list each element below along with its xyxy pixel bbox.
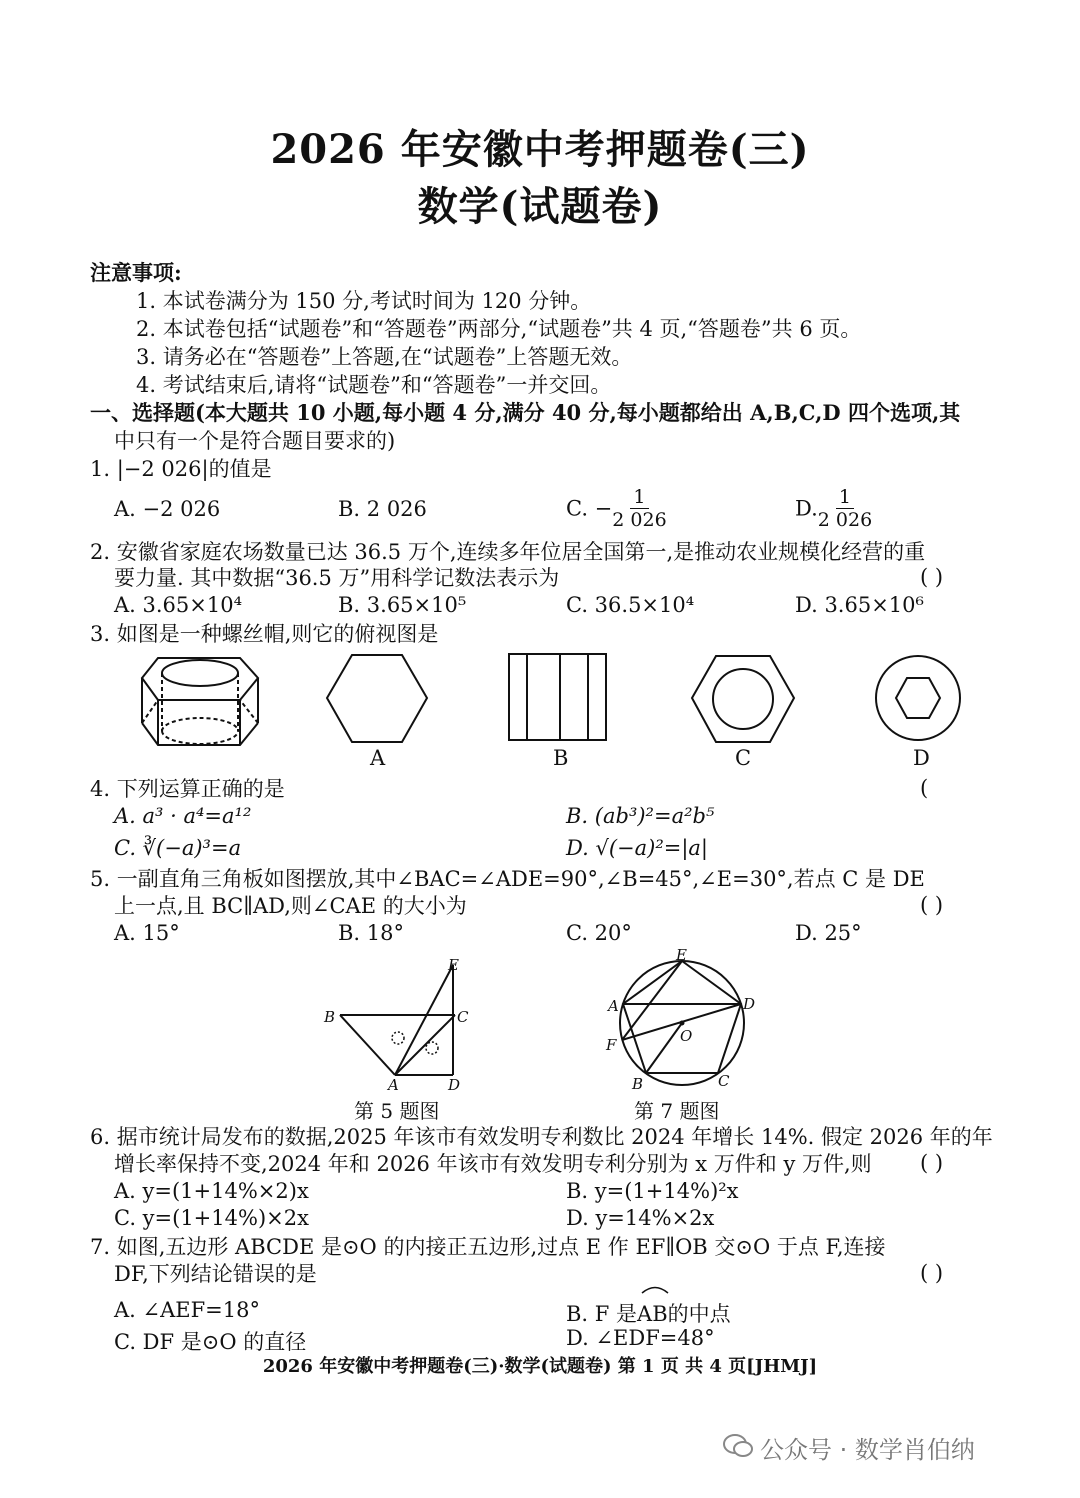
fig5-point-c: C [457, 1008, 469, 1026]
q6-option-a: A. y=(1+14%×2)x [114, 1179, 309, 1203]
q5-option-a: A. 15° [114, 921, 180, 945]
q1-d-numerator: 1 [836, 486, 854, 509]
fig7-point-b: B [632, 1075, 644, 1093]
q6-option-c: C. y=(1+14%)×2x [114, 1206, 309, 1230]
watermark-text: 公众号 · 数学肖伯纳 [760, 1436, 975, 1464]
figure-5-caption: 第 5 题图 [354, 1099, 440, 1123]
q3-stem: 3. 如图是一种螺丝帽,则它的俯视图是 [90, 622, 439, 646]
q4-stem: 4. 下列运算正确的是 [90, 777, 285, 801]
section-heading: 一、选择题(本大题共 10 小题,每小题 4 分,满分 40 分,每小题都给出 A,B,C,D 四个选项,其 [90, 400, 961, 425]
q6-option-b: B. y=(1+14%)²x [566, 1179, 739, 1203]
q2-answer-paren: ( ) [920, 565, 944, 589]
q1-d-prefix: D. [795, 496, 818, 521]
q3-label-c: C [735, 746, 752, 770]
fig7-point-e: E [676, 946, 687, 964]
q5-option-c: C. 20° [566, 921, 632, 945]
option-a-hexagon-figure [322, 650, 432, 750]
q1-c-numerator: 1 [630, 486, 648, 509]
q4-answer-paren: ( [920, 776, 929, 800]
q5-answer-paren: ( ) [920, 893, 944, 917]
q4-option-d: D. √(−a)²=|a| [566, 836, 709, 860]
q5-stem-line1: 5. 一副直角三角板如图摆放,其中∠BAC=∠ADE=90°,∠B=45°,∠E=30°,若点 C 是 DE [90, 867, 925, 891]
q3-label-b: B [553, 746, 569, 770]
screw-nut-3d-figure [130, 648, 270, 748]
fig5-point-d: D [448, 1076, 461, 1094]
section-heading-cont: 中只有一个是符合题目要求的) [114, 429, 396, 453]
q4-option-a: A. a³ · a⁴=a¹² [114, 804, 252, 828]
q7-option-d: D. ∠EDF=48° [566, 1326, 715, 1350]
q7-option-a: A. ∠AEF=18° [114, 1298, 260, 1322]
fig7-point-a: A [608, 997, 619, 1015]
fig5-point-a: A [388, 1076, 399, 1094]
q2-option-d: D. 3.65×10⁶ [795, 593, 924, 617]
notice-item: 2. 本试卷包括“试题卷”和“答题卷”两部分,“试题卷”共 4 页,“答题卷”共 6 页。 [136, 317, 862, 341]
option-b-rectangle-figure [505, 650, 610, 745]
figure-7-caption: 第 7 题图 [634, 1099, 720, 1123]
option-c-hexagon-circle-figure [688, 652, 798, 748]
figure-7-circle-pentagon [600, 945, 765, 1095]
fig7-point-o: O [680, 1027, 693, 1045]
q2-option-a: A. 3.65×10⁴ [114, 593, 243, 617]
notice-item: 4. 考试结束后,请将“试题卷”和“答题卷”一并交回。 [136, 373, 612, 397]
q2-option-c: C. 36.5×10⁴ [566, 593, 695, 617]
q2-option-b: B. 3.65×10⁵ [338, 593, 467, 617]
option-d-circle-hexagon-figure [868, 650, 968, 750]
fig7-point-f: F [606, 1036, 617, 1054]
q6-stem-line1: 6. 据市统计局发布的数据,2025 年该市有效发明专利数比 2024 年增长 14%. 假定 2026 年的年 [90, 1125, 993, 1149]
figure-5-triangles [320, 950, 480, 1095]
q7-stem-line2: DF,下列结论错误的是 [114, 1262, 317, 1286]
q1-option-d [795, 486, 872, 531]
q2-stem-line2: 要力量. 其中数据“36.5 万”用科学记数法表示为 [114, 566, 560, 590]
q4-option-c: C. ∛(−a)³=a [114, 836, 242, 860]
q1-option-a: A. −2 026 [114, 497, 221, 521]
arc-symbol-icon [640, 1284, 670, 1294]
q5-option-b: B. 18° [338, 921, 405, 945]
q1-d-denominator: 2 026 [817, 509, 873, 531]
notice-item: 3. 请务必在“答题卷”上答题,在“试题卷”上答题无效。 [136, 345, 633, 369]
q5-stem-line2: 上一点,且 BC∥AD,则∠CAE 的大小为 [114, 894, 467, 918]
fig7-point-d: D [743, 995, 756, 1013]
q6-answer-paren: ( ) [920, 1151, 944, 1175]
q6-option-d: D. y=14%×2x [566, 1206, 715, 1230]
fig7-point-c: C [718, 1072, 730, 1090]
q7-option-c: C. DF 是⊙O 的直径 [114, 1330, 307, 1354]
q1-option-b: B. 2 026 [338, 497, 427, 521]
fig7-center-dot [680, 1021, 685, 1026]
notice-item: 1. 本试卷满分为 150 分,考试时间为 120 分钟。 [136, 289, 592, 313]
fig5-point-e: E [448, 956, 459, 974]
q1-c-denominator: 2 026 [612, 509, 667, 531]
notice-heading: 注意事项: [90, 260, 182, 285]
q7-answer-paren: ( ) [920, 1261, 944, 1285]
q7-option-b: B. F 是AB的中点 [566, 1302, 731, 1326]
fig5-point-b: B [324, 1008, 336, 1026]
q2-stem-line1: 2. 安徽省家庭农场数量已达 36.5 万个,连续多年位居全国第一,是推动农业规模化经营的重 [90, 540, 926, 564]
page-footer: 2026 年安徽中考押题卷(三)·数学(试题卷) 第 1 页 共 4 页[JHMJ] [262, 1356, 818, 1377]
q4-option-b: B. (ab³)²=a²b⁵ [566, 804, 715, 828]
wechat-icon [722, 1432, 754, 1460]
q3-label-a: A [370, 746, 386, 770]
q3-label-d: D [913, 746, 930, 770]
exam-subtitle: 数学(试题卷) [417, 183, 663, 230]
q1-option-c [566, 486, 667, 531]
q5-option-d: D. 25° [795, 921, 862, 945]
exam-title: 2026 年安徽中考押题卷(三) [270, 126, 810, 173]
q1-d-fraction [818, 486, 872, 531]
q1-c-prefix: C. − [566, 496, 613, 521]
q1-c-fraction [612, 486, 666, 531]
q7-stem-line1: 7. 如图,五边形 ABCDE 是⊙O 的内接正五边形,过点 E 作 EF∥OB 交⊙O 于点 F,连接 [90, 1235, 886, 1259]
q1-stem: 1. |−2 026|的值是 [90, 457, 272, 481]
q6-stem-line2: 增长率保持不变,2024 年和 2026 年该市有效发明专利分别为 x 万件和 y 万件,则 [114, 1152, 872, 1176]
